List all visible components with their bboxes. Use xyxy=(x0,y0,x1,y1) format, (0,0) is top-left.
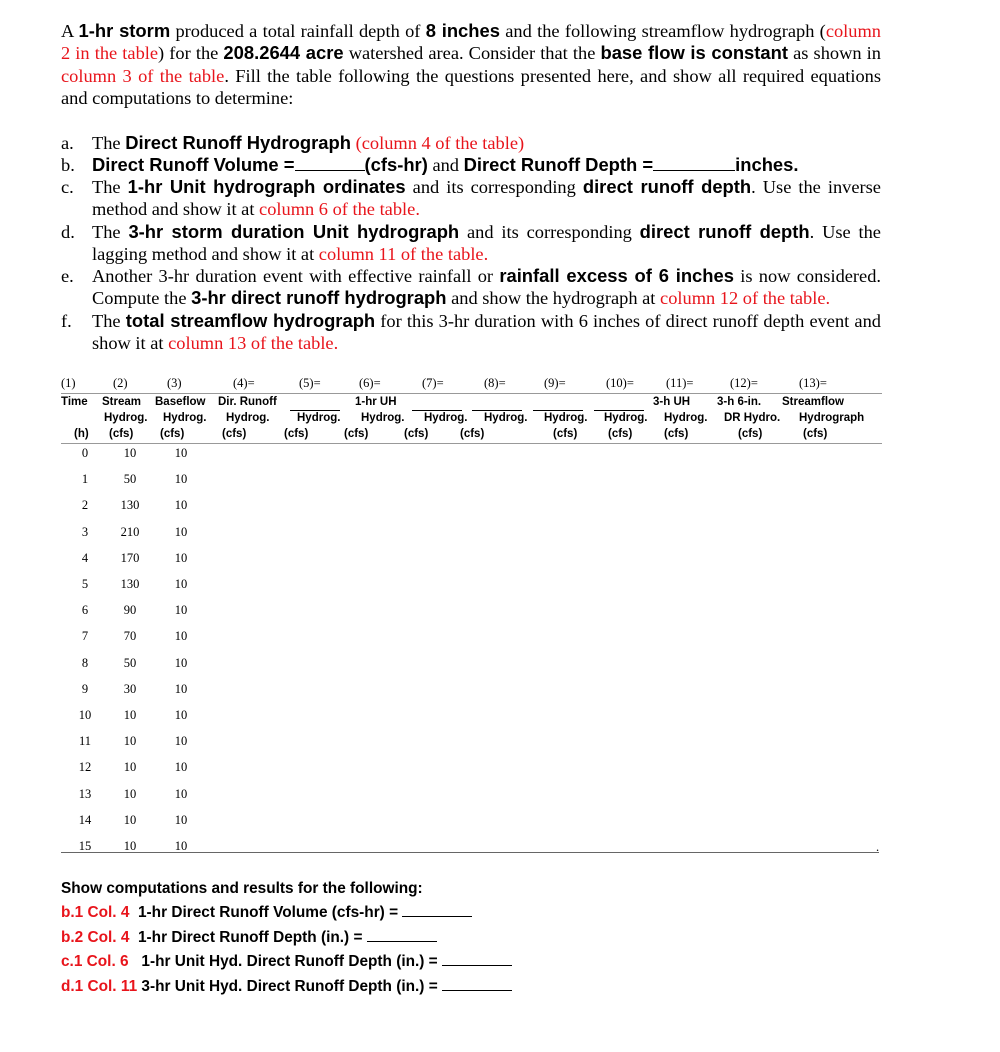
cell-time: 3 xyxy=(81,524,89,539)
end-mark: . xyxy=(876,840,880,854)
header-hydrog: Hydrog. xyxy=(664,412,708,424)
header-hydrog: Hydrog. xyxy=(163,412,207,424)
header-unit: (cfs) xyxy=(553,428,578,440)
question-label: d. xyxy=(61,222,75,242)
header-1hr-uh: 1-hr UH xyxy=(355,396,397,408)
cell-stream: 10 xyxy=(123,786,137,801)
column-reference: column 13 of the table xyxy=(168,333,334,354)
intro-text: A xyxy=(61,21,79,41)
problem-intro xyxy=(61,20,881,110)
header-blank[interactable] xyxy=(472,394,522,411)
header-unit: (cfs) xyxy=(664,428,689,440)
header-3h-6in: 3-h 6-in. xyxy=(717,396,762,408)
cell-time: 1 xyxy=(81,472,89,487)
cell-baseflow: 10 xyxy=(174,812,188,827)
header-hydrog: Hydrog. xyxy=(424,412,468,424)
question-label: e. xyxy=(61,266,74,286)
question-label: b. xyxy=(61,155,75,175)
header-unit: (cfs) xyxy=(109,428,134,440)
question-label: a. xyxy=(61,133,74,153)
col-number: (6)= xyxy=(359,376,381,390)
cell-stream: 130 xyxy=(120,498,140,513)
header-time: Time xyxy=(61,396,88,408)
cell-stream: 10 xyxy=(123,734,137,749)
header-3h-uh: 3-h UH xyxy=(653,396,691,408)
computation-section xyxy=(61,878,512,998)
cell-time: 10 xyxy=(78,708,92,722)
cell-stream: 50 xyxy=(123,472,137,487)
header-dr-hydro: DR Hydro. xyxy=(724,412,781,424)
header-hydrog: Hydrog. xyxy=(226,412,270,424)
cell-stream: 10 xyxy=(123,708,137,722)
intro-text: . Fill the table following the questions presented here, and show all required equations and computations to determine: xyxy=(61,65,881,109)
cell-time: 12 xyxy=(78,760,92,775)
cell-stream: 70 xyxy=(123,629,137,644)
intro-text: watershed area. Consider that the xyxy=(343,43,601,64)
column-reference: column 12 of the table xyxy=(660,288,826,309)
col-number: (10)= xyxy=(606,376,634,390)
cell-stream: 210 xyxy=(120,524,140,539)
header-unit: (h) xyxy=(74,428,89,440)
storm-duration: 1-hr storm xyxy=(78,20,171,41)
col-number: (7)= xyxy=(422,376,444,390)
header-unit: (cfs) xyxy=(160,428,185,440)
cell-stream: 10 xyxy=(123,839,137,853)
cell-baseflow: 10 xyxy=(174,708,188,722)
header-unit: (cfs) xyxy=(344,428,369,440)
intro-text: produced a total rainfall depth of xyxy=(170,21,426,41)
cell-time: 0 xyxy=(81,446,89,460)
cell-baseflow: 10 xyxy=(174,524,188,539)
cell-baseflow: 10 xyxy=(174,472,188,487)
question-label: c. xyxy=(61,177,74,197)
intro-text: and the following streamflow hydrograph ( xyxy=(499,21,826,41)
col-number: (5)= xyxy=(299,376,321,390)
answer-blank[interactable] xyxy=(442,949,512,966)
question-label: f. xyxy=(61,311,72,331)
col-number: (12)= xyxy=(730,376,758,390)
cell-time: 14 xyxy=(78,812,92,827)
cell-stream: 130 xyxy=(120,577,140,591)
column-reference: column 2 in the table xyxy=(61,21,881,64)
header-hydrog: Hydrog. xyxy=(544,412,588,424)
cell-baseflow: 10 xyxy=(174,786,188,801)
cell-time: 5 xyxy=(81,577,89,591)
cell-stream: 50 xyxy=(123,655,137,670)
header-blank[interactable] xyxy=(533,394,583,411)
computation-line-b1: b.1 Col. 4 1-hr Direct Runoff Volume (cfs-hr) = xyxy=(61,900,512,924)
cell-baseflow: 10 xyxy=(174,681,188,696)
header-blank[interactable] xyxy=(412,394,462,411)
header-unit: (cfs) xyxy=(803,428,828,440)
cell-baseflow: 10 xyxy=(174,577,188,591)
cell-baseflow: 10 xyxy=(174,603,188,618)
header-blank[interactable] xyxy=(594,394,644,411)
computation-heading: Show computations and results for the following: xyxy=(61,880,423,897)
header-unit: (cfs) xyxy=(460,428,485,440)
column-reference: column 6 of the table xyxy=(259,199,416,220)
answer-blank[interactable] xyxy=(295,154,365,171)
computation-line-c1: c.1 Col. 6 1-hr Unit Hyd. Direct Runoff Depth (in.) = xyxy=(61,949,512,973)
header-stream: Stream xyxy=(102,396,141,408)
column-reference: column 4 of the table xyxy=(361,133,519,153)
answer-blank[interactable] xyxy=(402,900,472,917)
header-hydrog: Hydrog. xyxy=(361,412,405,424)
cell-stream: 30 xyxy=(123,681,137,696)
cell-baseflow: 10 xyxy=(174,446,188,460)
header-streamflow: Streamflow xyxy=(782,396,844,408)
computation-line-d1: d.1 Col. 11 3-hr Unit Hyd. Direct Runoff Depth (in.) = xyxy=(61,974,512,998)
header-hydrograph: Hydrograph xyxy=(799,412,865,424)
cell-baseflow: 10 xyxy=(174,629,188,644)
baseflow-note: base flow is constant xyxy=(600,42,788,64)
cell-baseflow: 10 xyxy=(174,498,188,513)
cell-time: 11 xyxy=(78,734,92,749)
answer-blank[interactable] xyxy=(442,974,512,991)
header-rule xyxy=(61,443,882,444)
rainfall-depth: 8 inches xyxy=(425,20,500,41)
col-number: (4)= xyxy=(233,376,255,390)
header-unit: (cfs) xyxy=(404,428,429,440)
header-unit: (cfs) xyxy=(222,428,247,440)
cell-time: 8 xyxy=(81,655,89,670)
header-hydrog: Hydrog. xyxy=(604,412,648,424)
cell-time: 9 xyxy=(81,681,89,696)
header-unit: (cfs) xyxy=(608,428,633,440)
header-hydrog: Hydrog. xyxy=(297,412,341,424)
cell-time: 2 xyxy=(81,498,89,513)
cell-stream: 10 xyxy=(123,760,137,775)
cell-baseflow: 10 xyxy=(174,734,188,749)
table-bottom-rule xyxy=(61,852,879,853)
col-number: (11)= xyxy=(666,376,694,390)
cell-baseflow: 10 xyxy=(174,655,188,670)
intro-text: ) for the xyxy=(158,43,224,64)
cell-stream: 170 xyxy=(120,550,140,565)
col-number: (1) xyxy=(61,376,76,390)
cell-baseflow: 10 xyxy=(174,550,188,565)
header-hydrog: Hydrog. xyxy=(104,412,148,424)
cell-baseflow: 10 xyxy=(174,839,188,853)
cell-time: 4 xyxy=(81,550,89,565)
col-number: (8)= xyxy=(484,376,506,390)
header-dir-runoff: Dir. Runoff xyxy=(218,396,277,408)
cell-time: 7 xyxy=(81,629,89,644)
col-number: (2) xyxy=(113,376,128,390)
cell-stream: 90 xyxy=(123,603,137,618)
cell-time: 15 xyxy=(78,839,92,853)
answer-blank[interactable] xyxy=(367,925,437,942)
computation-line-b2: b.2 Col. 4 1-hr Direct Runoff Depth (in.) = xyxy=(61,925,512,949)
cell-time: 13 xyxy=(78,786,92,801)
header-blank[interactable] xyxy=(290,394,340,411)
header-baseflow: Baseflow xyxy=(155,396,206,408)
intro-text: as shown in xyxy=(788,43,881,64)
header-unit: (cfs) xyxy=(284,428,309,440)
col-number: (9)= xyxy=(544,376,566,390)
cell-baseflow: 10 xyxy=(174,760,188,775)
header-unit: (cfs) xyxy=(738,428,763,440)
cell-stream: 10 xyxy=(123,812,137,827)
col-number: (3) xyxy=(167,376,182,390)
answer-blank[interactable] xyxy=(653,154,735,171)
col-number: (13)= xyxy=(799,376,827,390)
column-reference: column 11 of the table xyxy=(318,244,484,265)
cell-time: 6 xyxy=(81,603,89,618)
watershed-area: 208.2644 acre xyxy=(223,42,344,64)
cell-stream: 10 xyxy=(123,446,137,460)
header-hydrog: Hydrog. xyxy=(484,412,528,424)
column-reference: column 3 of the table xyxy=(61,65,225,86)
